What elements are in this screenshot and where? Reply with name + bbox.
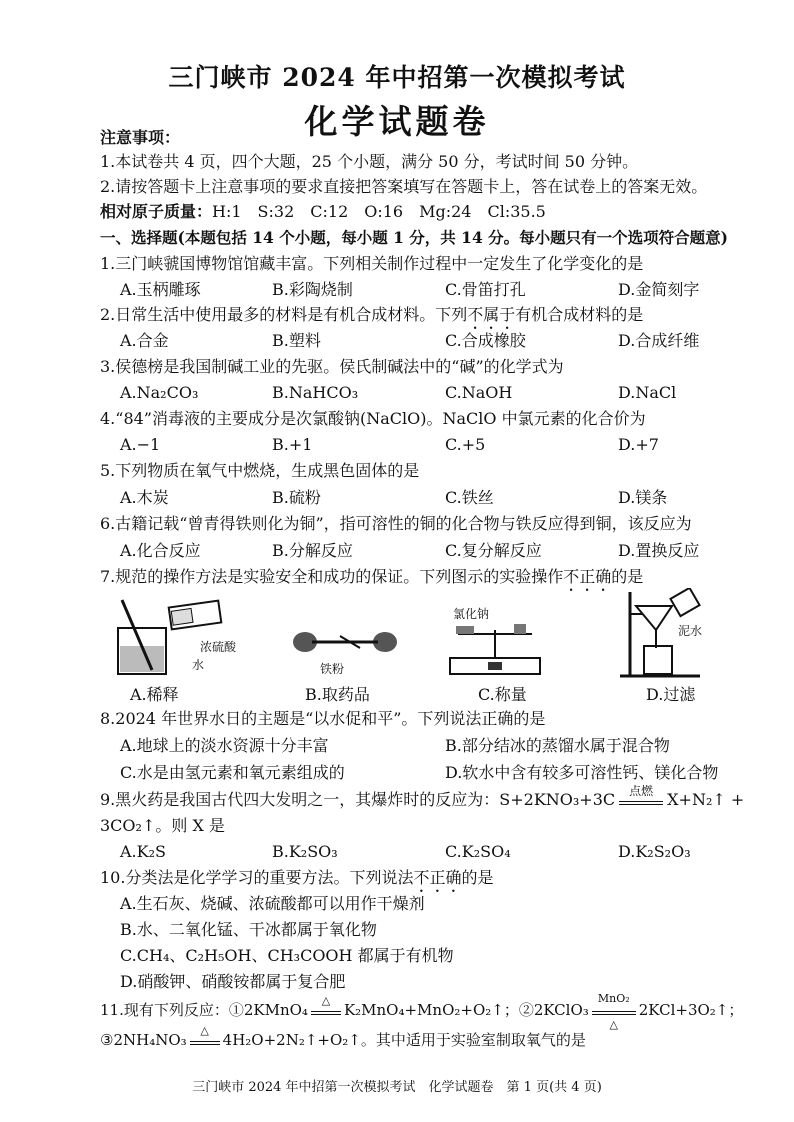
q5-option-a: A.木炭: [120, 488, 169, 507]
question-11-stem: [100, 992, 744, 1031]
question-9-stem-line-2: 3CO₂↑。则 X 是: [100, 816, 225, 835]
q10-stem-emphasis: 不正确: [413, 868, 462, 887]
q4-option-a: A.−1: [120, 435, 161, 454]
question-2-stem: [100, 305, 643, 333]
q9-option-b: B.K₂SO₃: [272, 842, 338, 861]
q11-part-1: 11.现有下列反应：①2KMnO₄: [100, 1001, 308, 1019]
question-5-stem: 5.下列物质在氧气中燃烧，生成黑色固体的是: [100, 461, 420, 480]
q3-option-c: C.NaOH: [445, 383, 513, 402]
q1-option-b: B.彩陶烧制: [272, 280, 353, 299]
q6-option-c: C.复分解反应: [445, 541, 542, 560]
q7-stem-pre: 7.规范的操作方法是实验安全和成功的保证。下列图示的实验操作: [100, 567, 564, 586]
q5-option-d: D.镁条: [618, 488, 668, 507]
q10-stem-pre: 10.分类法是化学学习的重要方法。下列说法: [100, 868, 414, 887]
exam-subtitle: 化学试题卷: [304, 102, 490, 141]
q7-stem-emphasis: 不正确: [563, 567, 612, 586]
notice-item-2: 2.请按答题卡上注意事项的要求直接把答案填写在答题卡上，答在试卷上的答案无效。: [100, 177, 708, 196]
atomic-mass-label: 相对原子质量：: [100, 202, 213, 221]
q3-option-a: A.Na₂CO₃: [120, 383, 199, 402]
q1-option-c: C.骨笛打孔: [445, 280, 526, 299]
q9-stem-pre: 9.黑火药是我国古代四大发明之一，其爆炸时的反应为：S+2KNO₃+3C: [100, 790, 616, 809]
q6-option-d: D.置换反应: [618, 541, 700, 560]
q8-option-b: B.部分结冰的蒸馏水属于混合物: [445, 736, 670, 755]
label-iron-powder: 铁粉: [320, 662, 345, 676]
q9-stem-post: X+N₂↑ +: [667, 790, 745, 809]
q10-option-d: D.硝酸钾、硝酸铵都属于复合肥: [120, 972, 346, 991]
q8-option-a: A.地球上的淡水资源十分丰富: [120, 736, 329, 755]
q2-stem-post: 有机合成材料的是: [515, 305, 644, 324]
q4-option-d: D.+7: [618, 435, 659, 454]
question-8-stem: 8.2024 年世界水日的主题是“以水促和平”。下列说法正确的是: [100, 709, 546, 728]
q7-option-c: C.称量: [478, 685, 527, 704]
q6-option-b: B.分解反应: [272, 541, 353, 560]
q11-part-3: 2KCl+3O₂↑；: [638, 1001, 744, 1019]
page-footer: 三门峡市 2024 年中招第一次模拟考试 化学试题卷 第 1 页(共 4 页): [192, 1080, 602, 1095]
q11-line2-pre: ③2NH₄NO₃: [100, 1031, 187, 1049]
q2-option-c: C.合成橡胶: [445, 331, 526, 350]
q4-option-b: B.+1: [272, 435, 313, 454]
q1-option-a: A.玉柄雕琢: [120, 280, 201, 299]
q10-option-c: C.CH₄、C₂H₅OH、CH₃COOH 都属于有机物: [120, 946, 454, 965]
q11-catalyst: MnO₂: [597, 992, 630, 1005]
question-6-stem: 6.古籍记载“曾青得铁则化为铜”，指可溶性的铜的化合物与铁反应得到铜，该反应为: [100, 514, 692, 533]
atomic-mass-values: H:1 S:32 C:12 O:16 Mg:24 Cl:35.5: [212, 202, 546, 221]
q10-option-b: B.水、二氧化锰、干冰都属于氧化物: [120, 920, 377, 939]
q11-part-2: K₂MnO₄+MnO₂+O₂↑；②2KClO₃: [343, 1001, 589, 1019]
q3-option-b: B.NaHCO₃: [272, 383, 359, 402]
q7-option-a: A.稀释: [130, 685, 179, 704]
q6-option-a: A.化合反应: [120, 541, 201, 560]
notice-item-1: 1.本试卷共 4 页，四个大题，25 个小题，满分 50 分，考试时间 50 分钟。: [100, 152, 639, 171]
label-muddy-water: 泥水: [678, 624, 703, 638]
q11-heat-symbol-3: △: [200, 1024, 209, 1037]
q9-option-a: A.K₂S: [120, 842, 166, 861]
q10-option-a: A.生石灰、烧碱、浓硫酸都可以用作干燥剂: [120, 894, 425, 913]
q7-option-b: B.取药品: [305, 685, 370, 704]
q2-option-d: D.合成纤维: [618, 331, 700, 350]
q9-option-d: D.K₂S₂O₃: [618, 842, 691, 861]
exam-title: 三门峡市 2024 年中招第一次模拟考试: [168, 63, 626, 92]
q9-condition: 点燃: [629, 784, 654, 798]
q11-heat-symbol-2: △: [609, 1018, 618, 1031]
q5-option-b: B.硫粉: [272, 488, 321, 507]
q2-stem-emphasis: 不属于: [467, 305, 516, 324]
label-sodium-chloride: 氯化钠: [453, 607, 490, 621]
question-9-stem: [100, 784, 745, 810]
balance-illustration: [440, 620, 550, 678]
atomic-mass-line: [100, 202, 546, 222]
q8-option-c: C.水是由氢元素和氧元素组成的: [120, 763, 345, 782]
section-1-heading: 一、选择题(本题包括 14 个小题，每小题 1 分，共 14 分。每小题只有一个选项符合题意): [100, 228, 728, 247]
label-conc-sulfuric-acid: 浓硫酸: [200, 640, 237, 654]
q4-option-c: C.+5: [445, 435, 486, 454]
q3-option-d: D.NaCl: [618, 383, 677, 402]
question-11-stem-line-2: [100, 1024, 586, 1050]
q11-heat-symbol-1: △: [321, 994, 331, 1007]
question-3-stem: 3.侯德榜是我国制碱工业的先驱。侯氏制碱法中的“碱”的化学式为: [100, 357, 564, 376]
q2-option-a: A.合金: [120, 331, 169, 350]
question-1-stem: 1.三门峡虢国博物馆馆藏丰富。下列相关制作过程中一定发生了化学变化的是: [100, 254, 644, 273]
iron-powder-illustration: [290, 622, 400, 664]
label-water: 水: [192, 658, 205, 672]
question-4-stem: 4.“84”消毒液的主要成分是次氯酸钠(NaClO)。NaClO 中氯元素的化合价为: [100, 409, 646, 428]
q1-option-d: D.金简刻字: [618, 280, 700, 299]
question-7-stem: [100, 567, 643, 595]
question-10-stem: [100, 868, 493, 896]
q7-stem-post: 的是: [611, 567, 644, 586]
q5-option-c: C.铁丝: [445, 488, 494, 507]
q8-option-d: D.软水中含有较多可溶性钙、镁化合物: [445, 763, 719, 782]
q2-stem-pre: 2.日常生活中使用最多的材料是有机合成材料。下列: [100, 305, 468, 324]
q9-option-c: C.K₂SO₄: [445, 842, 511, 861]
q10-stem-post: 的是: [461, 868, 494, 887]
q2-option-b: B.塑料: [272, 331, 321, 350]
filtration-illustration: [610, 588, 720, 680]
q7-option-d: D.过滤: [646, 685, 696, 704]
notice-heading: 注意事项：: [100, 128, 181, 147]
q11-line2-post: 4H₂O+2N₂↑+O₂↑。其中适用于实验室制取氧气的是: [222, 1031, 586, 1049]
